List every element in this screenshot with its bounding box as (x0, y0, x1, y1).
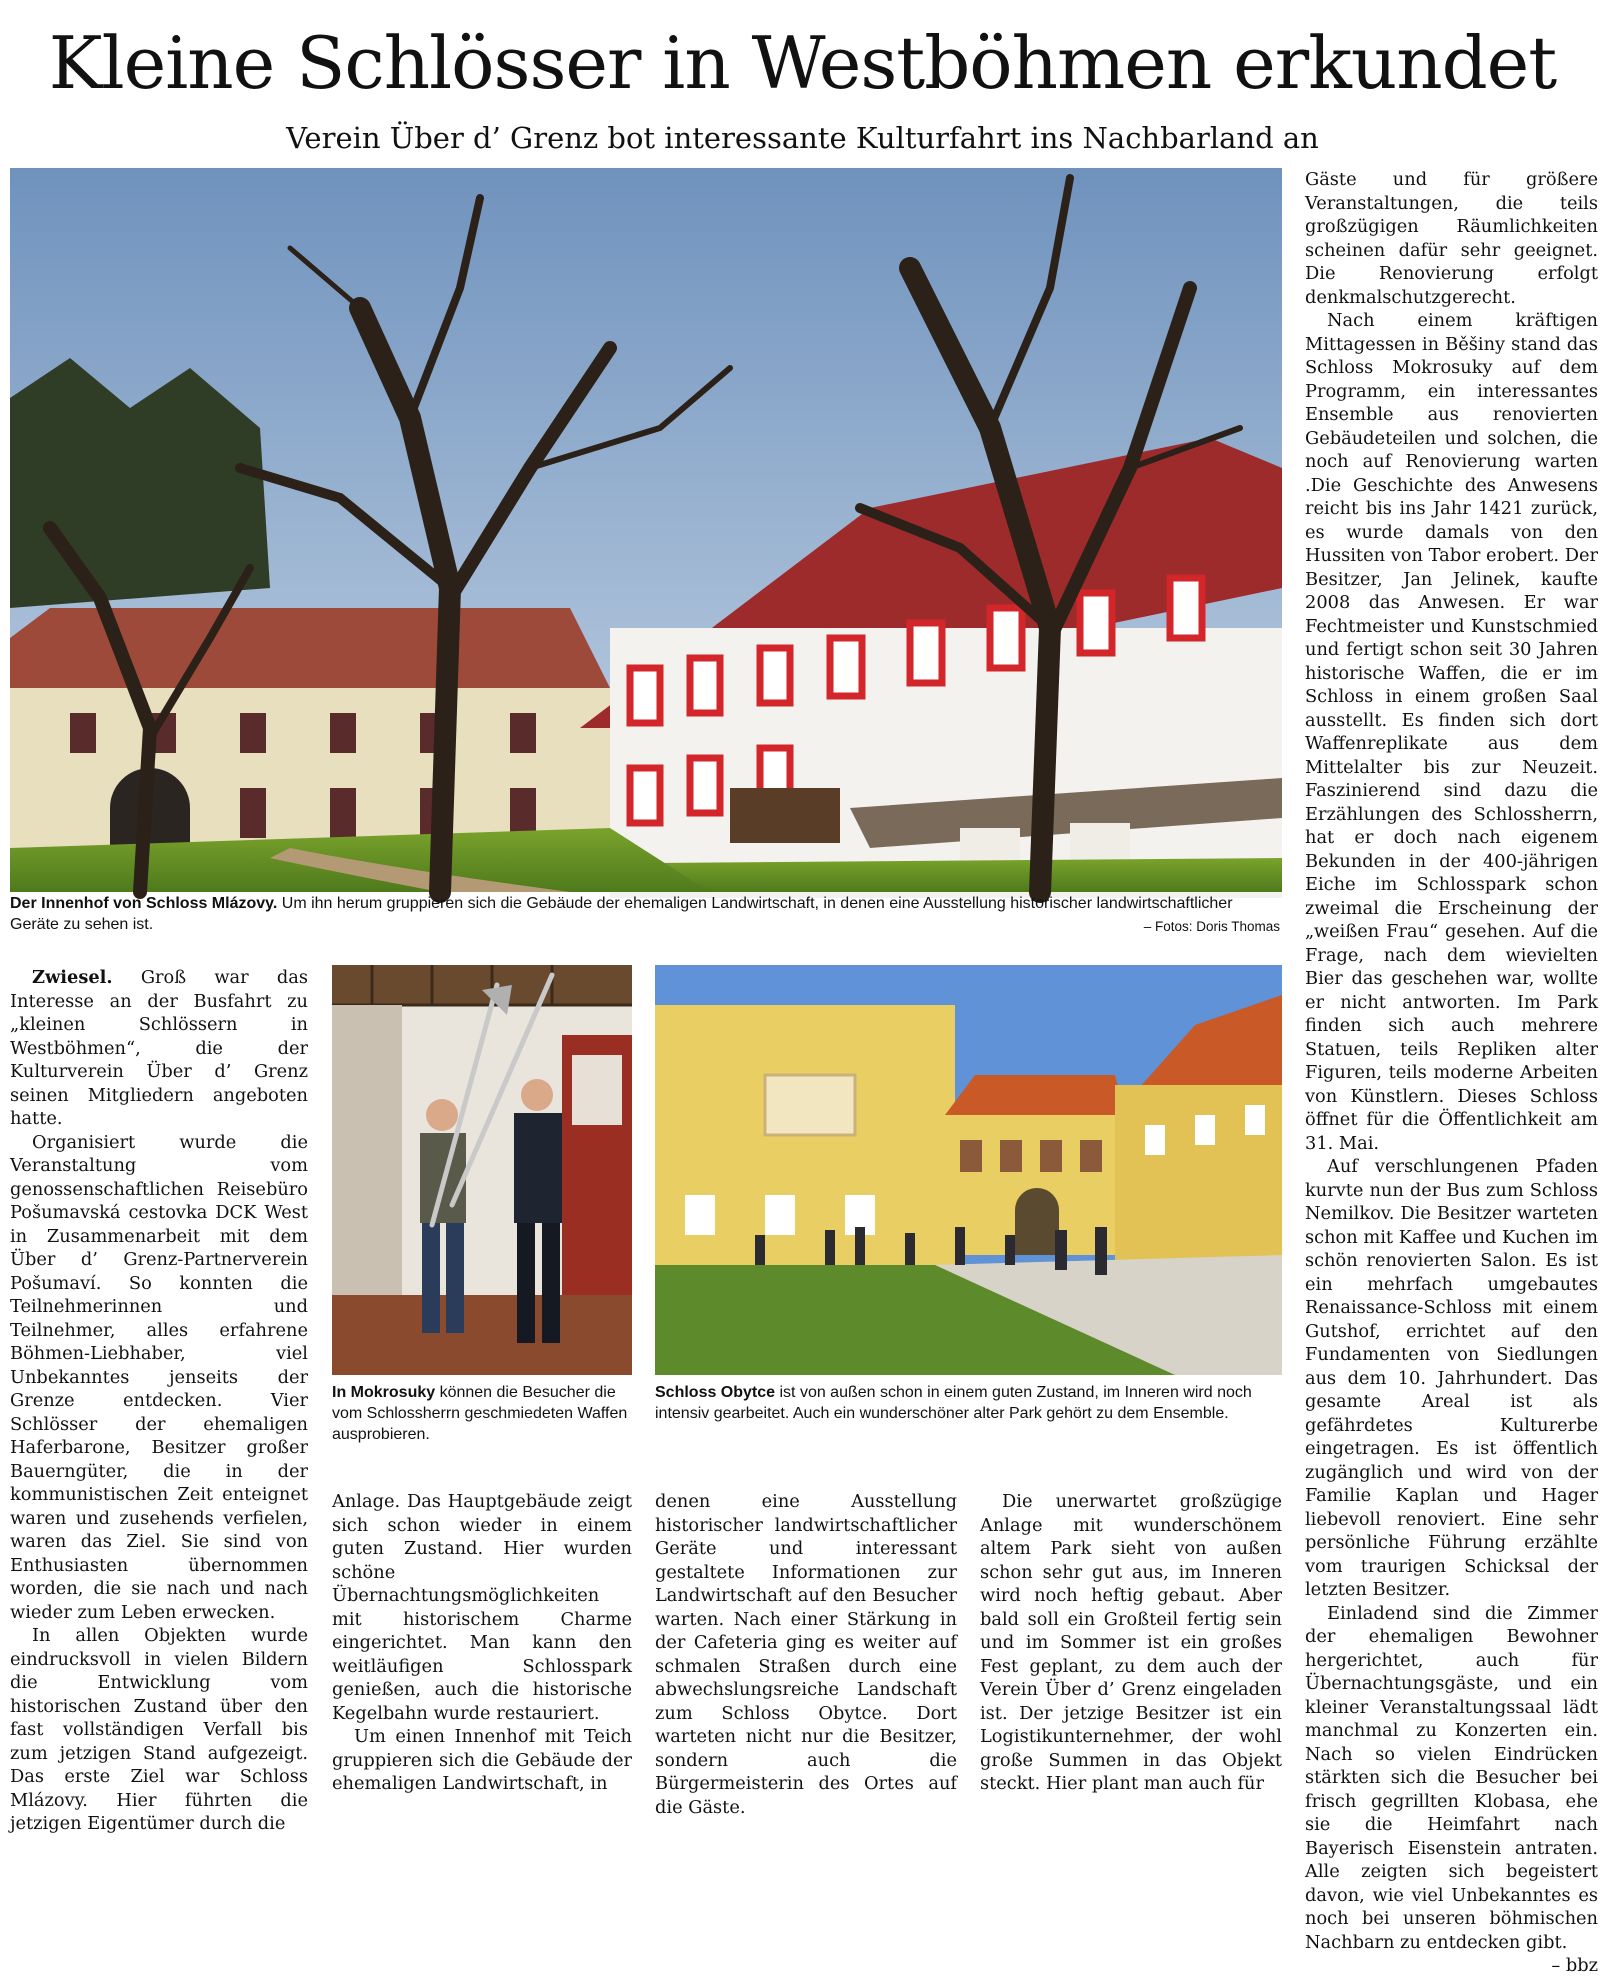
article-paragraph: Organisiert wurde die Veranstaltung vom genossenschaftlichen Reisebüro Pošumavská cestovka DCK West in Zusammenarbeit mit dem Über d’ Grenz-Partnerverein Pošumaví. So konnten die Teilnehmerinnen und Teilnehmer, alles erfahrene Böhmen-Liebhaber, viel Unbekanntes jenseits der Grenze entdecken. Vier Schlösser der ehemaligen Haferbarone, Besitzer großer Bauerngüter, die in der kommunistischen Zeit enteignet waren und zusehends verfielen, waren das Ziel. Sie sind von Enthusiasten übernommen worden, die sie nach und nach wieder zum Leben erwecken. (10, 1131, 308, 1623)
article-paragraph: Die unerwartet großzügige Anlage mit wunderschönem altem Park sieht von außen schon sehr gut aus, im Inneren wird noch heftig gebaut. Aber bald soll ein Großteil fertig sein und im Sommer ist ein großes Fest geplant, zu dem auch der Verein Über d’ Grenz eingeladen ist. Der jetzige Besitzer ist ein Logistikunternehmer, der wohl große Summen in das Objekt steckt. Hier plant man auch für (980, 1491, 1282, 1794)
article-paragraph: Gäste und für größere Veranstaltungen, die teils großzügigen Räumlichkeiten scheinen dafür sehr geeignet. Die Renovierung erfolgt denkmalschutzgerecht. (1305, 169, 1598, 308)
photo-schloss-obytce (655, 965, 1282, 1375)
article-column-1 (10, 966, 308, 1834)
author-signature: – bbz (1551, 1955, 1598, 1976)
photo-credit: – Fotos: Doris Thomas (1143, 919, 1280, 934)
caption-main-text: Um ihn herum gruppieren sich die Gebäude der ehemaligen Landwirtschaft, in denen eine Ausstellung historischer landwirtschaftlicher Geräte zu sehen ist. (10, 895, 1233, 933)
article-paragraph: In allen Objekten wurde eindrucksvoll in vielen Bildern die Entwicklung vom historischen Zustand über den fast vollständigen Verfall bis zum jetzigen Stand aufgezeigt. Das erste Ziel war Schloss Mlázovy. Hier führten die jetzigen Eigentümer durch die (10, 1625, 308, 1834)
article-column-3 (655, 1490, 957, 1818)
caption-mokrosuky-lead: In Mokrosuky (332, 1384, 436, 1401)
article-paragraph: Um einen Innenhof mit Teich gruppieren sich die Gebäude der ehemaligen Landwirtschaft, in (332, 1726, 632, 1794)
article-column-5 (1305, 168, 1598, 1976)
subheadline: Verein Über d’ Grenz bot interessante Kulturfahrt ins Nachbarland an (286, 121, 1319, 155)
caption-obytce-lead: Schloss Obytce (655, 1384, 776, 1401)
caption-main-photo (10, 893, 1282, 935)
article-paragraph (1305, 1602, 1598, 1976)
article-text: Groß war das Interesse an der Busfahrt zu „kleinen Schlössern in Westböhmen“, die der Kulturverein Über d’ Grenz seinen Mitgliedern angeboten hatte. (10, 967, 308, 1129)
headline: Kleine Schlösser in Westböhmen erkundet (48, 21, 1557, 105)
caption-main-lead: Der Innenhof von Schloss Mlázovy. (10, 895, 278, 912)
article-paragraph: Auf verschlungenen Pfaden kurvte nun der Bus zum Schloss Nemilkov. Die Besitzer warteten schon mit Kaffee und Kuchen im schön renovierten Salon. Es ist ein mehrfach umgebautes Renaissance-Schloss mit einem Gutshof, errichtet auf den Fundamenten von Siedlungen aus dem 10. Jahrhundert. Das gesamte Areal ist als gefährdetes Kulturerbe eingetragen. Es ist öffentlich zugänglich und wird von der Familie Kaplan und Hager liebevoll renoviert. Eine sehr persönliche Führung erzählte vom traurigen Schicksal der letzten Besitzer. (1305, 1156, 1598, 1600)
dateline: Zwiesel. (32, 967, 113, 988)
article-paragraph: Anlage. Das Hauptgebäude zeigt sich schon wieder in einem guten Zustand. Hier wurden schöne Übernachtungsmöglichkeiten mit historischem Charme eingerichtet. Man kann den weitläufigen Schlosspark genießen, auch die historische Kegelbahn wurde restauriert. (332, 1491, 632, 1724)
photo-schloss-mlazovy (10, 168, 1282, 892)
article-paragraph: denen eine Ausstellung historischer landwirtschaftlicher Geräte und interessant gestaltete Informationen zur Landwirtschaft auf den Besucher warten. Nach einer Stärkung in der Cafeteria ging es weiter auf schmalen Straßen durch eine abwechslungsreiche Landschaft zum Schloss Obytce. Dort warteten nicht nur die Besitzer, sondern auch die Bürgermeisterin des Ortes auf die Gäste. (655, 1491, 957, 1818)
caption-obytce-text: ist von außen schon in einem guten Zustand, im Inneren wird noch intensiv gearbeitet. Auch ein wunderschöner alter Park gehört zu dem Ensemble. (655, 1384, 1252, 1422)
photo-weapons-illustration (332, 965, 632, 1375)
article-column-2 (332, 1490, 632, 1794)
article-paragraph: Nach einem kräftigen Mittagessen in Běšiny stand das Schloss Mokrosuky auf dem Programm, ein interessantes Ensemble aus renovierten Gebäudeteilen und solchen, die noch auf Renovierung warten .Die Geschichte des Anwesens reicht bis ins Jahr 1421 zurück, es wurde damals von den Hussiten von Tabor erobert. Der Besitzer, Jan Jelinek, kaufte 2008 das Anwesen. Er war Fechtmeister und Kunstschmied und fertigt schon seit 30 Jahren historische Waffen, die er im Schloss in einem großen Saal ausstellt. Es finden sich dort Waffenreplikate aus dem Mittelalter bis zur Neuzeit. Faszinierend sind dazu die Erzählungen des Schlossherrn, hat er doch nach eigenem Bekunden in der 400-jährigen Eiche im Schlosspark schon zweimal die Erscheinung der „weißen Frau“ gesehen. Auf die Frage, nach dem wievielten Bier das geschehen war, wollte er nicht antworten. Im Park finden sich auch mehrere Statuen, teils Repliken alter Figuren, teils moderne Arbeiten von Künstlern. Dieses Schloss öffnet für die Öffentlichkeit am 31. Mai. (1305, 310, 1598, 1154)
article-paragraph (10, 966, 308, 1131)
caption-mokrosuky-text: können die Besucher die vom Schlossherrn geschmiedeten Waffen ausprobieren. (332, 1384, 628, 1443)
caption-mokrosuky (332, 1382, 632, 1445)
caption-obytce (655, 1382, 1282, 1424)
photo-courtyard-illustration (10, 168, 1282, 892)
photo-mokrosuky (332, 965, 632, 1375)
article-text: Einladend sind die Zimmer der ehemaligen Bewohner hergerichtet, auch für Übernachtungsgäste, und ein kleiner Veranstaltungssaal lädt manchmal zu Konzerten ein. Nach so vielen Eindrücken stärkten sich die Besucher bei frisch gegrillten Klobasa, ehe sie die Heimfahrt nach Bayerisch Eisenstein antraten. Alle zeigten sich begeistert davon, wie viel Unbekanntes es noch bei unseren böhmischen Nachbarn zu entdecken gibt. (1305, 1602, 1598, 1953)
photo-obytce-illustration (655, 965, 1282, 1375)
article-column-4 (980, 1490, 1282, 1794)
